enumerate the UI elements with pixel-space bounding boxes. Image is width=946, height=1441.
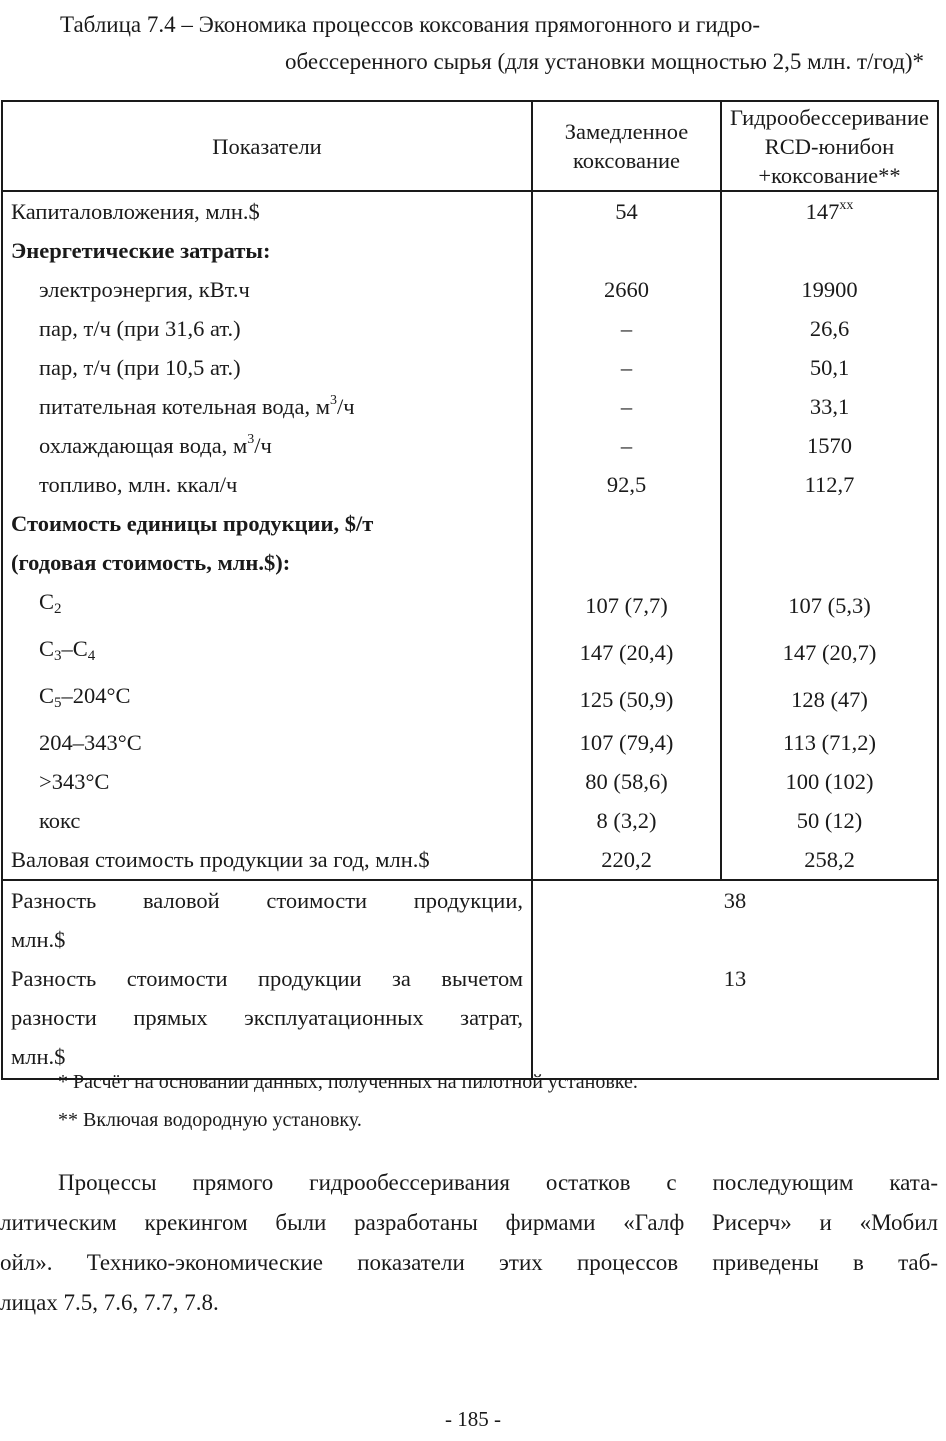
label-line: Разность стоимости продукции за вычетом: [11, 966, 523, 991]
merged-value: 13: [723, 966, 747, 991]
row-label: кокс: [2, 801, 532, 840]
page-number: - 185 -: [445, 1407, 501, 1431]
label-line: млн.$: [11, 927, 66, 952]
section-heading: Стоимость единицы продукции, $/т: [2, 504, 532, 543]
row-value-1: 107 (7,7): [532, 582, 721, 629]
row-value-1: 54: [532, 191, 721, 231]
merged-value: 38: [532, 880, 938, 959]
label-pre: C: [39, 636, 55, 661]
table-row: [2, 465, 938, 504]
table-row: [2, 504, 938, 543]
row-value-1: 92,5: [532, 465, 721, 504]
caption-line-2: обессеренного сырья (для установки мощностью 2,5 млн. т/год)*: [285, 49, 924, 74]
row-value-2: 26,6: [809, 316, 850, 341]
header-col3-line1: Гидрообессеривание: [730, 104, 929, 130]
paragraph-line: ойл». Технико-экономические показатели этих процессов приведены в таб-: [0, 1250, 938, 1275]
table-row: [2, 309, 938, 348]
row-value-2: 107 (5,3): [788, 593, 871, 618]
row-label: топливо, млн. ккал/ч: [2, 465, 532, 504]
row-value-1: 147 (20,4): [532, 629, 721, 676]
table-caption: [0, 6, 924, 80]
table-row: [2, 801, 938, 840]
body-paragraph: [0, 1163, 938, 1323]
row-value-2: 33,1: [809, 394, 850, 419]
table-row: [2, 387, 938, 426]
label-pre: C: [39, 683, 55, 708]
header-col2-line2: коксование: [572, 148, 681, 173]
section-heading: (годовая стоимость, млн.$):: [2, 543, 532, 582]
row-value-1: 80 (58,6): [532, 762, 721, 801]
table-row: [2, 959, 938, 1079]
label-text: охлаждающая вода, м: [39, 433, 248, 458]
label-tail: /ч: [254, 433, 272, 458]
capex-superscript: xx: [839, 198, 854, 213]
row-value-1: 107 (79,4): [532, 723, 721, 762]
header-hydro-rcd: [721, 101, 938, 191]
table-row: [2, 723, 938, 762]
row-value-2: 50 (12): [796, 808, 863, 833]
row-label: [2, 959, 532, 1079]
row-value-1: 220,2: [532, 840, 721, 880]
row-value-2: 258,2: [804, 847, 855, 872]
header-col3-line3: +коксование**: [758, 162, 901, 188]
header-indicators: Показатели: [2, 101, 532, 191]
table-row: [2, 348, 938, 387]
label-mid: –204°C: [61, 683, 131, 708]
economics-table: [1, 100, 939, 1080]
header-delayed-coking: [532, 101, 721, 191]
table-row: [2, 231, 938, 270]
label-sup: 3: [247, 432, 255, 447]
table-row: [2, 629, 938, 676]
caption-line-1: Таблица 7.4 – Экономика процессов коксования прямогонного и гидро-: [60, 12, 760, 37]
row-value-2: [721, 191, 938, 231]
row-value-1: –: [532, 309, 721, 348]
row-value-1: –: [532, 387, 721, 426]
capex-value: 147: [805, 199, 840, 224]
table-row: [2, 191, 938, 231]
paragraph-line: лицах 7.5, 7.6, 7.7, 7.8.: [0, 1290, 219, 1315]
label-pre: C: [39, 589, 55, 614]
row-value-1: –: [532, 426, 721, 465]
row-label: [2, 676, 532, 723]
row-label: [2, 387, 532, 426]
row-value-2: 147 (20,7): [782, 640, 877, 665]
footnotes: [58, 1063, 638, 1139]
row-value-2: 100 (102): [785, 769, 874, 794]
table-row: [2, 426, 938, 465]
row-value-2: 19900: [801, 277, 858, 302]
row-label: пар, т/ч (при 10,5 ат.): [2, 348, 532, 387]
row-label: [2, 629, 532, 676]
row-label: Валовая стоимость продукции за год, млн.$: [2, 840, 532, 880]
table-header-row: [2, 101, 938, 191]
label-sub: 4: [87, 648, 96, 664]
label-line: млн.$: [11, 1044, 66, 1069]
section-heading: Энергетические затраты:: [2, 231, 532, 270]
row-value-1: –: [532, 348, 721, 387]
table-row: [2, 270, 938, 309]
row-label: пар, т/ч (при 31,6 ат.): [2, 309, 532, 348]
label-sup: 3: [329, 393, 337, 408]
label-sub: 2: [54, 601, 62, 617]
footnote-1: * Расчёт на основании данных, полученных на пилотной установке.: [58, 1071, 638, 1093]
label-line: Разность валовой стоимости продукции,: [11, 888, 523, 913]
label-text: питательная котельная вода, м: [39, 394, 330, 419]
header-col2-line1: Замедленное: [564, 119, 689, 144]
paragraph-line: литическим крекингом были разработаны фирмами «Галф Рисерч» и «Мобил: [0, 1210, 938, 1235]
row-label: [2, 426, 532, 465]
row-label: электроэнергия, кВт.ч: [2, 270, 532, 309]
row-value-1: 8 (3,2): [532, 801, 721, 840]
table-row: [2, 676, 938, 723]
row-value-2: 1570: [807, 433, 852, 458]
row-value-2: 113 (71,2): [783, 730, 876, 755]
label-sub: 5: [54, 695, 62, 711]
label-sub: 3: [54, 648, 62, 664]
label-tail: /ч: [336, 394, 355, 419]
row-value-2: 128 (47): [791, 687, 868, 712]
table-row: [2, 762, 938, 801]
row-label: [2, 582, 532, 629]
paragraph-line: Процессы прямого гидрообессеривания остатков с последующим ката-: [58, 1170, 938, 1195]
table-row: [2, 880, 938, 959]
row-value-2: 50,1: [809, 355, 850, 380]
row-label: Капиталовложения, млн.$: [2, 191, 532, 231]
footnote-2: ** Включая водородную установку.: [58, 1109, 362, 1131]
table-row: [2, 543, 938, 582]
row-value-1: 125 (50,9): [532, 676, 721, 723]
row-value-2: 112,7: [804, 472, 855, 497]
row-label: 204–343°C: [2, 723, 532, 762]
label-mid: –C: [61, 636, 88, 661]
row-value-1: 2660: [532, 270, 721, 309]
table-row: [2, 840, 938, 880]
row-label: >343°C: [2, 762, 532, 801]
row-label: [2, 880, 532, 959]
table-row: [2, 582, 938, 629]
header-col3-line2: RCD-юнибон: [764, 133, 895, 159]
label-line: разности прямых эксплуатационных затрат,: [11, 1005, 523, 1030]
